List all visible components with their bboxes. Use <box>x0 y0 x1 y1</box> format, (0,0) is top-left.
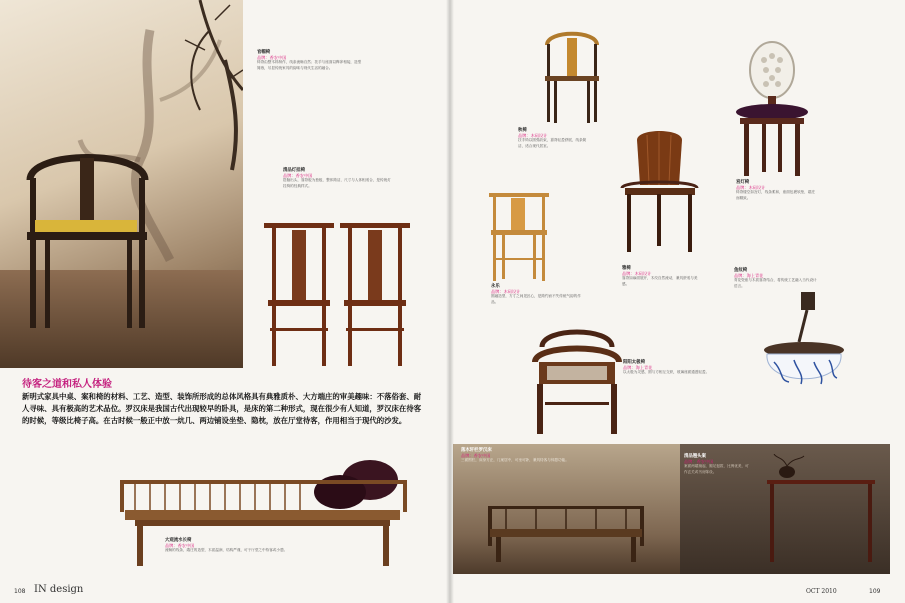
caption-title: 宫灯椅 <box>736 180 750 185</box>
fish-chair-photo <box>759 292 849 407</box>
caption-text: 椅背由整木料制作，线条流畅自然；扶手与座面以榫卯相接，造型简练，尽显传统家具的韵味与现代生活的融合。 <box>257 60 362 70</box>
lamp-chairs-photo <box>262 218 412 368</box>
caption-brand: 品牌：香农中国 <box>165 543 195 549</box>
caption-brand: 品牌：香农中国 <box>684 459 714 465</box>
caption-text: 三面围栏，床身方正，几案居中，可坐可卧，兼具待客与休憩功能。 <box>461 458 569 463</box>
caption-text: 以太极为灵感，圆与方相互交织，玻璃座面通透轻盈。 <box>623 370 710 375</box>
caption-text: 青花瓷座与木质靠背结合，将传统工艺融入当代设计语言。 <box>734 278 817 288</box>
caption-luohan <box>461 448 671 464</box>
caption-title: 官帽椅 <box>257 50 271 55</box>
grace-chair-photo <box>617 130 702 255</box>
body-text: 新明式家具中桌、案和椅的材料、工艺、造型、装饰所形成的总体风格具有典雅质朴、大方端庄的审美趣味：不落俗套、耐人寻味、具有极高的艺术品位。罗汉床是我国古代出现较早的卧具，是床的第二种形式，现在很少有人知道，罗汉床在待客的时候，等级比椅子高。在古时候一般正中放一炕几、两边铺设坐垫、隐枕，放在厅堂待客，作用相当于现代的沙发。 <box>22 392 422 426</box>
caption-title: 清品灯挂椅 <box>283 168 305 173</box>
caption-fish <box>734 268 819 289</box>
page-number-right: 109 <box>869 588 881 595</box>
caption-title: 雅椅 <box>622 266 631 271</box>
hero-photo <box>0 0 243 368</box>
caption-brand: 品牌：木码设计 <box>518 133 548 139</box>
spine-shadow <box>446 0 454 603</box>
caption-sun-moon <box>623 360 718 376</box>
caption-brand: 品牌：香农中国 <box>257 55 287 61</box>
console-photo <box>680 444 890 574</box>
autumn-chair-photo <box>542 30 602 125</box>
caption-title: 秋椅 <box>518 128 527 133</box>
luohan-photo <box>453 444 680 574</box>
caption-brand: 品牌：香农中国 <box>461 453 491 459</box>
caption-title: 永乐 <box>491 284 500 289</box>
caption-text: 流畅的线条，端庄的造型，木质温润，结构严谨，可于厅堂之中待客或小憩。 <box>165 548 288 553</box>
caption-text: 扶手椅以圆弧收束，靠背轻盈舒展，线条简洁，适合现代居室。 <box>518 138 587 148</box>
caption-brand: 品牌：木码设计 <box>491 289 521 295</box>
caption-brand: 品牌：香农中国 <box>283 173 313 179</box>
caption-yongle <box>491 284 581 305</box>
daybed-photo <box>115 452 415 572</box>
left-page <box>0 0 449 603</box>
console-table <box>752 454 882 564</box>
caption-title: 鱼纹椅 <box>734 268 748 273</box>
page-number-left: 108 <box>14 588 26 595</box>
armchair-photo <box>15 140 165 330</box>
caption-daybed <box>165 538 360 554</box>
caption-armchair <box>257 50 362 71</box>
brand-mark: IN design <box>34 584 84 595</box>
section-heading: 待客之道和私人体验 <box>22 379 112 390</box>
palace-chair-photo <box>732 40 812 180</box>
yongle-chair-photo <box>487 188 557 283</box>
sun-moon-chair-photo <box>527 322 627 437</box>
caption-grace <box>622 266 702 287</box>
caption-console <box>684 454 752 475</box>
caption-text: 椅背镂空如宫灯，线条柔和，座面包裹软垫，端庄而精致。 <box>736 190 816 200</box>
caption-title: 清品翘头案 <box>684 454 706 459</box>
caption-lamp-chairs <box>283 168 393 189</box>
caption-text: 圆融造型，方寸之间见匠心，是简约而不失传统气韵的作品。 <box>491 294 581 304</box>
caption-text: 案面两端翘起，腿足挺拔，比例优美，可作玄关或书房陈设。 <box>684 464 749 474</box>
caption-palace <box>736 180 816 201</box>
caption-title: 阳阳太极椅 <box>623 360 645 365</box>
caption-title: 大观流水长椅 <box>165 538 192 543</box>
caption-brand: 品牌：海上青花 <box>623 365 653 371</box>
caption-text: 搭脑出头，靠背板为独板，整体简洁，尺寸与人体相适合，是传统灯挂椅的经典样式。 <box>283 178 391 188</box>
caption-title: 落木轩栏罗汉床 <box>461 448 492 453</box>
caption-brand: 品牌：木码设计 <box>622 271 652 277</box>
footer-date: OCT 2010 <box>806 588 837 595</box>
caption-text: 靠背如扇面展开，木纹自然流动，兼具舒适与美感。 <box>622 276 698 286</box>
caption-autumn <box>518 128 593 149</box>
luohan-bed <box>486 504 646 564</box>
caption-brand: 品牌：木码设计 <box>736 185 766 191</box>
right-page <box>449 0 905 603</box>
caption-brand: 品牌：海上青花 <box>734 273 764 279</box>
